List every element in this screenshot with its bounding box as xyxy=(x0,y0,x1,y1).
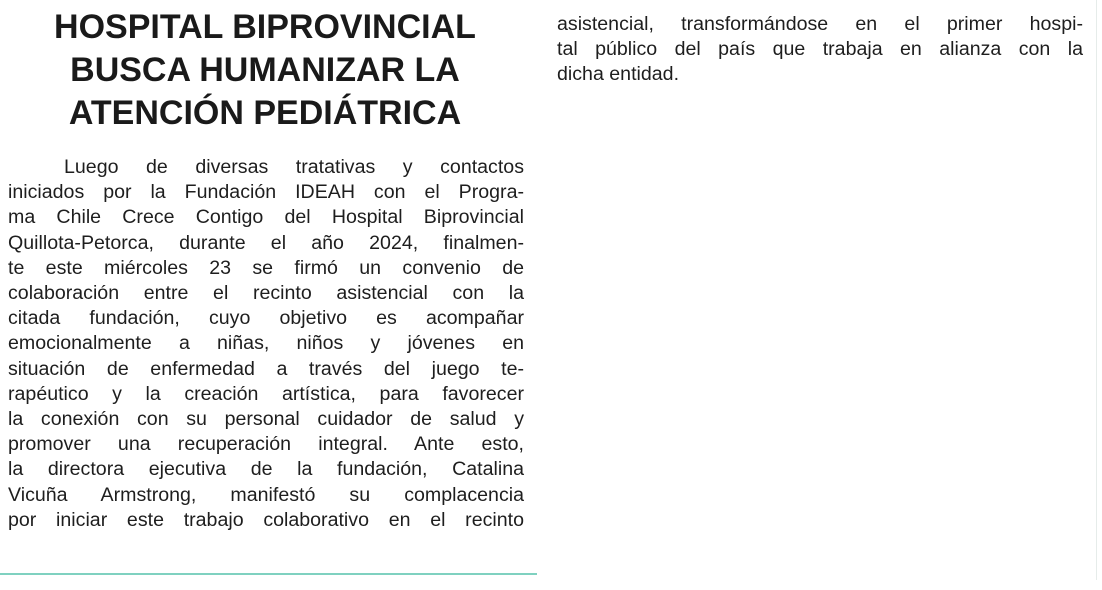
column-bottom-rule xyxy=(0,573,537,575)
body-line: Quillota-Petorca, durante el año 2024, finalmen- xyxy=(8,231,524,254)
body-line: colaboración entre el recinto asistencial con la xyxy=(8,282,524,305)
body-line: la directora ejecutiva de la fundación, Catalina xyxy=(8,458,524,481)
body-line: ma Chile Crece Contigo del Hospital Biprovincial xyxy=(8,206,524,229)
body-line: te este miércoles 23 se firmó un convenio de xyxy=(8,256,524,279)
body-line: la conexión con su personal cuidador de salud y xyxy=(8,408,524,431)
body-line: Luego de diversas tratativas y contactos xyxy=(64,156,524,178)
article-body-column-1 xyxy=(8,155,524,533)
headline-line: HOSPITAL BIPROVINCIAL xyxy=(54,8,476,46)
article-body-column-2 xyxy=(557,12,1083,88)
body-line: asistencial, transformándose en el primer hospi- xyxy=(557,13,1083,35)
body-line: citada fundación, cuyo objetivo es acompañar xyxy=(8,307,524,330)
body-line: tal público del país que trabaja en alianza con la xyxy=(557,38,1083,61)
body-line: por iniciar este trabajo colaborativo en el recinto xyxy=(8,508,524,531)
page-edge-rule xyxy=(1096,0,1097,580)
body-line: Vicuña Armstrong, manifestó su complacencia xyxy=(8,483,524,506)
body-line: emocionalmente a niñas, niños y jóvenes en xyxy=(8,332,524,355)
headline-line: BUSCA HUMANIZAR LA xyxy=(70,51,460,89)
body-line: iniciados por la Fundación IDEAH con el Progra- xyxy=(8,181,524,204)
body-line: dicha entidad. xyxy=(557,63,680,86)
body-line: rapéutico y la creación artística, para favorecer xyxy=(8,382,524,405)
headline-line: ATENCIÓN PEDIÁTRICA xyxy=(68,94,462,132)
article-headline xyxy=(10,6,520,135)
body-line: situación de enfermedad a través del juego te- xyxy=(8,357,524,380)
body-line: promover una recuperación integral. Ante esto, xyxy=(8,433,524,456)
